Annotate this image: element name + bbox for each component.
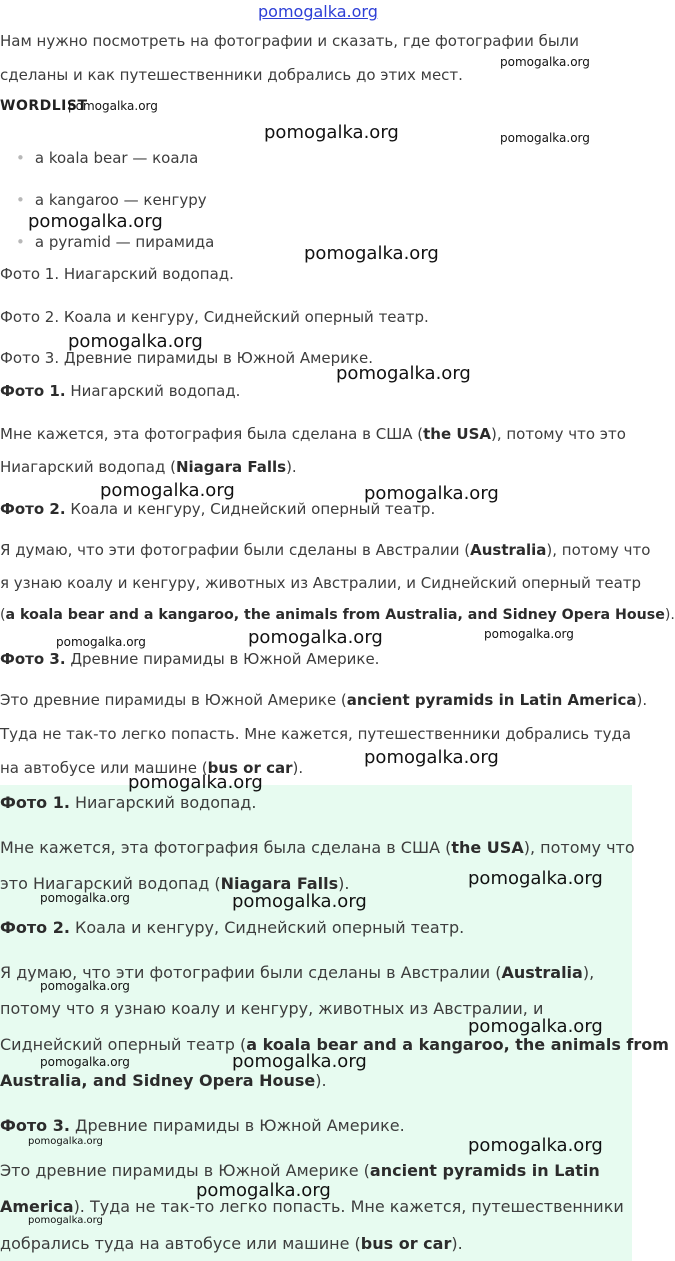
- answer-3-title: Древние пирамиды в Южной Америке.: [65, 650, 380, 668]
- text: ancient pyramids in Latin America: [346, 691, 637, 709]
- watermark: pomogalka.org: [40, 979, 130, 993]
- text: (: [0, 607, 6, 623]
- answer-1-line-1: [0, 425, 626, 443]
- wordlist-item: • a pyramid — пирамида: [16, 233, 214, 251]
- answer-2-label: Фото 2.: [0, 500, 66, 518]
- text: a koala bear and a kangaroo, the animals from Australia, and Sidney Opera House: [5, 607, 665, 623]
- answer-2-line-1: [0, 541, 650, 559]
- photo-caption-3: Фото 3. Древние пирамиды в Южной Америке.: [0, 349, 373, 367]
- watermark: pomogalka.org: [500, 131, 590, 145]
- text: ),: [582, 963, 595, 982]
- text: Australia: [501, 963, 583, 982]
- green-answer-3-title: Древние пирамиды в Южной Америке.: [69, 1116, 405, 1135]
- watermark: pomogalka.org: [468, 868, 603, 889]
- green-answer-1-label: Фото 1.: [0, 793, 70, 812]
- watermark: pomogalka.org: [196, 1180, 331, 1201]
- watermark: pomogalka.org: [500, 55, 590, 69]
- text: ).: [338, 874, 350, 893]
- watermark: pomogalka.org: [28, 1215, 103, 1226]
- watermark: pomogalka.org: [100, 480, 235, 501]
- text: ).: [315, 1071, 327, 1090]
- watermark: pomogalka.org: [264, 122, 399, 143]
- watermark: pomogalka.org: [68, 99, 158, 113]
- text: America: [0, 1197, 74, 1216]
- text: ), потому что: [546, 541, 651, 559]
- text: Niagara Falls: [175, 458, 287, 476]
- text: Australia: [470, 541, 547, 559]
- text: Australia, and Sidney Opera House: [0, 1071, 316, 1090]
- watermark: pomogalka.org: [40, 1055, 130, 1069]
- text: Мне кажется, эта фотография была сделана в США (: [0, 425, 424, 443]
- answer-3-label: Фото 3.: [0, 650, 66, 668]
- text: ).: [636, 691, 648, 709]
- text: Я думаю, что эти фотографии были сделаны в Австралии (: [0, 541, 471, 559]
- text: на автобусе или машине (: [0, 759, 208, 777]
- watermark: pomogalka.org: [364, 483, 499, 504]
- green-answer-2-label: Фото 2.: [0, 918, 70, 937]
- text: bus or car: [207, 759, 293, 777]
- answer-2-line-2: я узнаю коалу и кенгуру, животных из Австралии, и Сиднейский оперный театр: [0, 574, 642, 592]
- answer-1-title: Ниагарский водопад.: [65, 382, 241, 400]
- green-answer-3-label: Фото 3.: [0, 1116, 70, 1135]
- text: ).: [451, 1234, 463, 1253]
- answer-3-heading: [0, 650, 379, 668]
- watermark: pomogalka.org: [336, 363, 471, 384]
- text: Сиднейский оперный театр (: [0, 1035, 247, 1054]
- text: ). Туда не так-то легко попасть. Мне кажется, путешественники: [73, 1197, 624, 1216]
- green-answer-1-title: Ниагарский водопад.: [69, 793, 257, 812]
- watermark: pomogalka.org: [232, 1051, 367, 1072]
- green-answer-2-title: Коала и кенгуру, Сиднейский оперный театр.: [69, 918, 465, 937]
- text: the USA: [423, 425, 491, 443]
- green-answer-3-line-1: [0, 1161, 600, 1180]
- photo-caption-2: Фото 2. Коала и кенгуру, Сиднейский оперный театр.: [0, 308, 429, 326]
- text: ), потому что это: [490, 425, 626, 443]
- text: ).: [292, 759, 304, 777]
- answer-3-line-2: Туда не так-то легко попасть. Мне кажется, путешественники добрались туда: [0, 725, 632, 743]
- wordlist-item: • a koala bear — коала: [16, 149, 198, 167]
- watermark: pomogalka.org: [128, 772, 263, 793]
- wordlist-heading: WORDLIST: [0, 98, 88, 114]
- text: ).: [664, 607, 675, 623]
- text: ancient pyramids in Latin: [369, 1161, 600, 1180]
- intro-line-2: сделаны и как путешественники добрались до этих мест.: [0, 66, 463, 84]
- watermark: pomogalka.org: [68, 331, 203, 352]
- green-answer-2-line-2: потому что я узнаю коалу и кенгуру, животных из Австралии, и: [0, 999, 544, 1018]
- watermark: pomogalka.org: [468, 1135, 603, 1156]
- watermark: pomogalka.org: [28, 211, 163, 232]
- green-answer-3-line-3: [0, 1234, 463, 1253]
- text: bus or car: [360, 1234, 452, 1253]
- text: Мне кажется, эта фотография была сделана в США (: [0, 838, 452, 857]
- text: Это древние пирамиды в Южной Америке (: [0, 1161, 370, 1180]
- text: ).: [286, 458, 297, 476]
- green-answer-3-heading: [0, 1116, 405, 1135]
- watermark: pomogalka.org: [40, 891, 130, 905]
- watermark: pomogalka.org: [304, 243, 439, 264]
- text: the USA: [451, 838, 524, 857]
- intro-line-1: Нам нужно посмотреть на фотографии и сказать, где фотографии были: [0, 32, 580, 50]
- text: добрались туда на автобусе или машине (: [0, 1234, 361, 1253]
- green-answer-2-line-4: [0, 1071, 327, 1090]
- green-answer-1-heading: [0, 793, 256, 812]
- watermark: pomogalka.org: [232, 891, 367, 912]
- text: Это древние пирамиды в Южной Америке (: [0, 691, 347, 709]
- answer-3-line-1: [0, 691, 647, 709]
- answer-1-line-2: [0, 458, 297, 476]
- answer-1-label: Фото 1.: [0, 382, 66, 400]
- text: Niagara Falls: [220, 874, 339, 893]
- watermark: pomogalka.org: [248, 627, 383, 648]
- text: ), потому что: [523, 838, 635, 857]
- text: это Ниагарский водопад (: [0, 874, 221, 893]
- green-answer-2-heading: [0, 918, 464, 937]
- watermark: pomogalka.org: [56, 635, 146, 649]
- site-watermark-link[interactable]: pomogalka.org: [258, 2, 378, 21]
- text: a koala bear and a kangaroo, the animals from: [246, 1035, 669, 1054]
- text: Ниагарский водопад (: [0, 458, 176, 476]
- wordlist-item: • a kangaroo — кенгуру: [16, 191, 207, 209]
- watermark: pomogalka.org: [484, 627, 574, 641]
- photo-caption-1: Фото 1. Ниагарский водопад.: [0, 265, 234, 283]
- answer-2-title: Коала и кенгуру, Сиднейский оперный театр.: [65, 500, 436, 518]
- answer-2-line-3: [0, 607, 675, 623]
- watermark: pomogalka.org: [468, 1016, 603, 1037]
- watermark: pomogalka.org: [364, 747, 499, 768]
- text: Я думаю, что эти фотографии были сделаны в Австралии (: [0, 963, 502, 982]
- green-answer-1-line-1: [0, 838, 635, 857]
- answer-1-heading: [0, 382, 240, 400]
- watermark: pomogalka.org: [28, 1136, 103, 1147]
